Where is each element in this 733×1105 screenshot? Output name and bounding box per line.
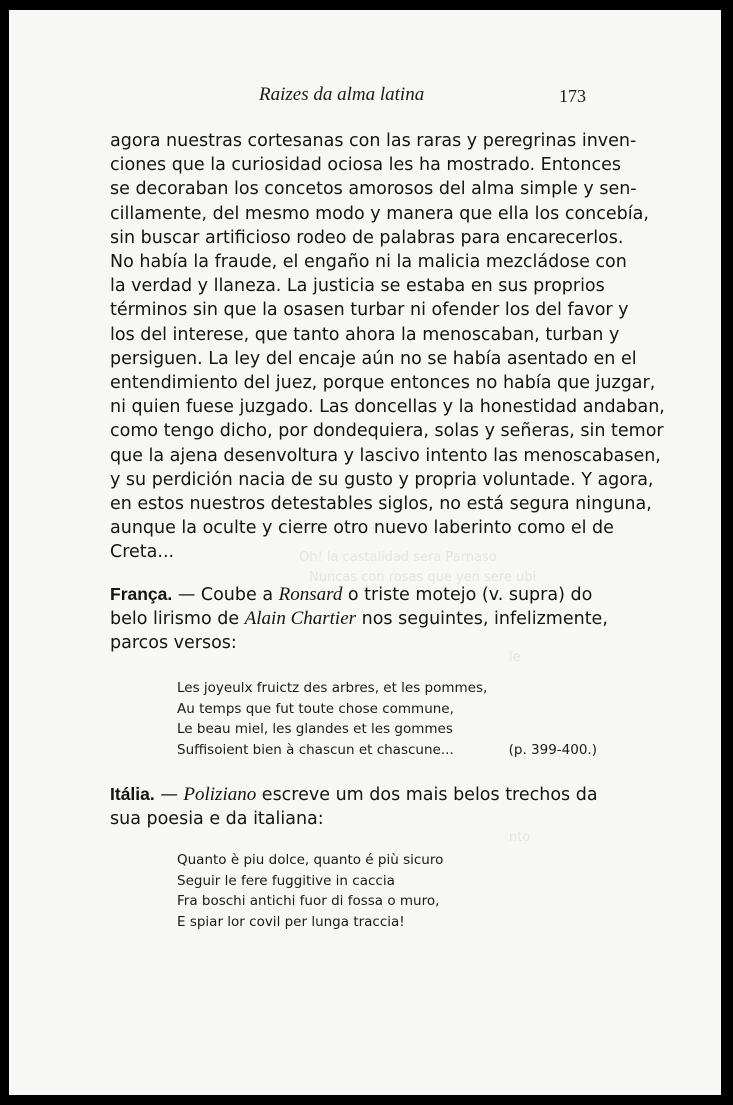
show-through-1: Oh! la castalidad sera Parnaso (299, 550, 497, 565)
text-line: entendimiento del juez, porque entonces no había que juzgar, (110, 373, 656, 394)
text-line: se decoraban los concetos amorosos del alma simple y sen- (110, 179, 637, 200)
author-name: Alain Chartier (244, 608, 357, 630)
citation: (p. 399-400.) (508, 741, 597, 758)
running-head (9, 84, 721, 114)
verse-line: Au temps que fut toute chose commune, (177, 700, 454, 717)
book-page (9, 10, 721, 1095)
spanish-quotation (110, 129, 665, 565)
section-heading: França. (110, 584, 173, 604)
section-franca (110, 582, 608, 656)
text-line: términos sin que la osasen turbar ni ofender los del favor y (110, 300, 629, 321)
text-line: ni quien fuese juzgado. Las doncellas y la honestidad andaban, (110, 397, 665, 418)
section-intro-line: sua poesia e da italiana: (110, 809, 324, 830)
author-name: Poliziano (183, 784, 257, 805)
text-line: agora nuestras cortesanas con las raras y peregrinas inven- (110, 131, 637, 151)
section-italia (110, 782, 598, 831)
text-line: y su perdición nacia de su gusto y propria voluntade. Y agora, (110, 469, 654, 490)
section-heading: Itália. (110, 784, 155, 804)
verse-line: Quanto è piu dolce, quanto é più sicuro (177, 852, 444, 868)
text-line: persiguen. La ley del encaje aún no se había asentado en el (110, 348, 637, 369)
section-intro-line: França. — Coube a Ronsard o triste motejo (v. supra) do (110, 584, 593, 605)
running-title: Raizes da alma latina (259, 84, 425, 105)
verse-line: Fra boschi antichi fuor di fossa o muro, (177, 893, 440, 909)
verse-block-franca (177, 678, 597, 760)
verse-line: E spiar lor covil per lunga traccia! (177, 913, 405, 930)
text-line: cillamente, del mesmo modo y manera que ella los concebía, (110, 203, 649, 224)
text-line: sin buscar artificioso rodeo de palabras para encarecerlos. (110, 227, 624, 248)
page-number: 173 (559, 86, 586, 106)
section-intro-line: Itália. — Poliziano escreve um dos mais belos trechos da (110, 784, 598, 805)
text-line: aunque la oculte y cierre otro nuevo laberinto como el de (110, 518, 614, 539)
text-line: los del interese, que tanto ahora la menoscaban, turban y (110, 324, 620, 345)
text-line: que la ajena desenvoltura y lascivo intento las menoscabasen, (110, 445, 661, 466)
text-line: como tengo dicho, por dondequiera, solas y señeras, sin temor (110, 421, 664, 442)
show-through-3: le (509, 650, 521, 665)
text-line: la verdad y llaneza. La justicia se estaba en sus proprios (110, 276, 605, 297)
verse-line: Suffisoient bien à chascun et chascune... (p. 399-400.) (177, 740, 597, 761)
section-intro-line: belo lirismo de Alain Chartier nos seguintes, infelizmente, (110, 608, 608, 630)
show-through-2: Nuncas con rosas que yen sere ubi (309, 570, 537, 585)
author-name: Ronsard (278, 584, 343, 605)
text-line: Creta... (110, 542, 175, 563)
verse-block-italia (177, 850, 597, 932)
text-line: en estos nuestros detestables siglos, no está segura ninguna, (110, 494, 652, 515)
verse-line: Seguir le fere fuggitive in caccia (177, 872, 395, 889)
text-line: ciones que la curiosidad ociosa les ha mostrado. Entonces (110, 155, 621, 176)
text-line: No había la fraude, el engaño ni la malicia mezcládose con (110, 252, 627, 273)
verse-line: Les joyeulx fruictz des arbres, et les pommes, (177, 680, 488, 696)
show-through-4: nto (509, 830, 531, 845)
section-intro-line: parcos versos: (110, 633, 237, 654)
verse-line: Le beau miel, les glandes et les gommes (177, 721, 453, 737)
